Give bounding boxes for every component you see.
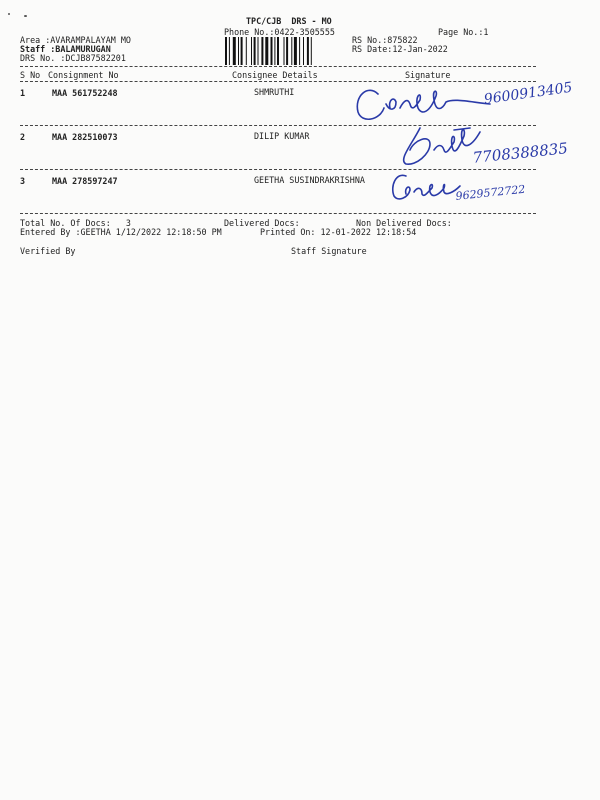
entered-by: Entered By :GEETHA 1/12/2022 12:18:50 PM bbox=[20, 227, 222, 237]
printed-on: Printed On: 12-01-2022 12:18:54 bbox=[260, 227, 417, 237]
scan-speck bbox=[24, 15, 27, 17]
rs-date: RS Date:12-Jan-2022 bbox=[352, 44, 448, 54]
row-consignee: GEETHA SUSINDRAKRISHNA bbox=[254, 175, 365, 185]
row-consignment-no: MAA 282510073 bbox=[52, 132, 118, 142]
divider bbox=[20, 66, 536, 67]
staff-field: Staff :BALAMURUGAN bbox=[20, 44, 111, 54]
page-number: Page No.:1 bbox=[438, 27, 489, 37]
row-sno: 1 bbox=[20, 88, 26, 98]
non-delivered-docs: Non Delivered Docs: bbox=[356, 218, 452, 228]
delivered-docs: Delivered Docs: bbox=[224, 218, 300, 228]
row-consignment-no: MAA 561752248 bbox=[52, 88, 118, 98]
column-header-consignment: Consignment No bbox=[48, 70, 119, 80]
area-field: Area :AVARAMPALAYAM MO bbox=[20, 35, 131, 45]
phone-handwritten-2: 7708388835 bbox=[471, 139, 569, 167]
rs-number: RS No.:875822 bbox=[352, 35, 418, 45]
row-sno: 3 bbox=[20, 176, 26, 186]
verified-by: Verified By bbox=[20, 246, 76, 256]
total-docs: Total No. Of Docs: 3 bbox=[20, 218, 131, 228]
scan-speck bbox=[8, 13, 10, 15]
phone-handwritten-3: 9629572722 bbox=[455, 182, 526, 203]
phone-handwritten-1: 9600913405 bbox=[483, 79, 574, 108]
column-header-consignee: Consignee Details bbox=[232, 70, 318, 80]
staff-signature-label: Staff Signature bbox=[291, 246, 367, 256]
row-consignee: SHMRUTHI bbox=[254, 87, 295, 97]
row-consignment-no: MAA 278597247 bbox=[52, 176, 118, 186]
drs-number: DRS No. :DCJB87582201 bbox=[20, 53, 126, 63]
divider bbox=[20, 213, 536, 214]
phone-number: Phone No.:0422-3505555 bbox=[224, 27, 335, 37]
row-sno: 2 bbox=[20, 132, 26, 142]
column-header-sno: S No bbox=[20, 70, 41, 80]
page-title: TPC/CJB DRS - MO bbox=[246, 16, 332, 26]
row-consignee: DILIP KUMAR bbox=[254, 131, 310, 141]
barcode bbox=[225, 37, 341, 65]
column-header-signature: Signature bbox=[405, 70, 451, 80]
